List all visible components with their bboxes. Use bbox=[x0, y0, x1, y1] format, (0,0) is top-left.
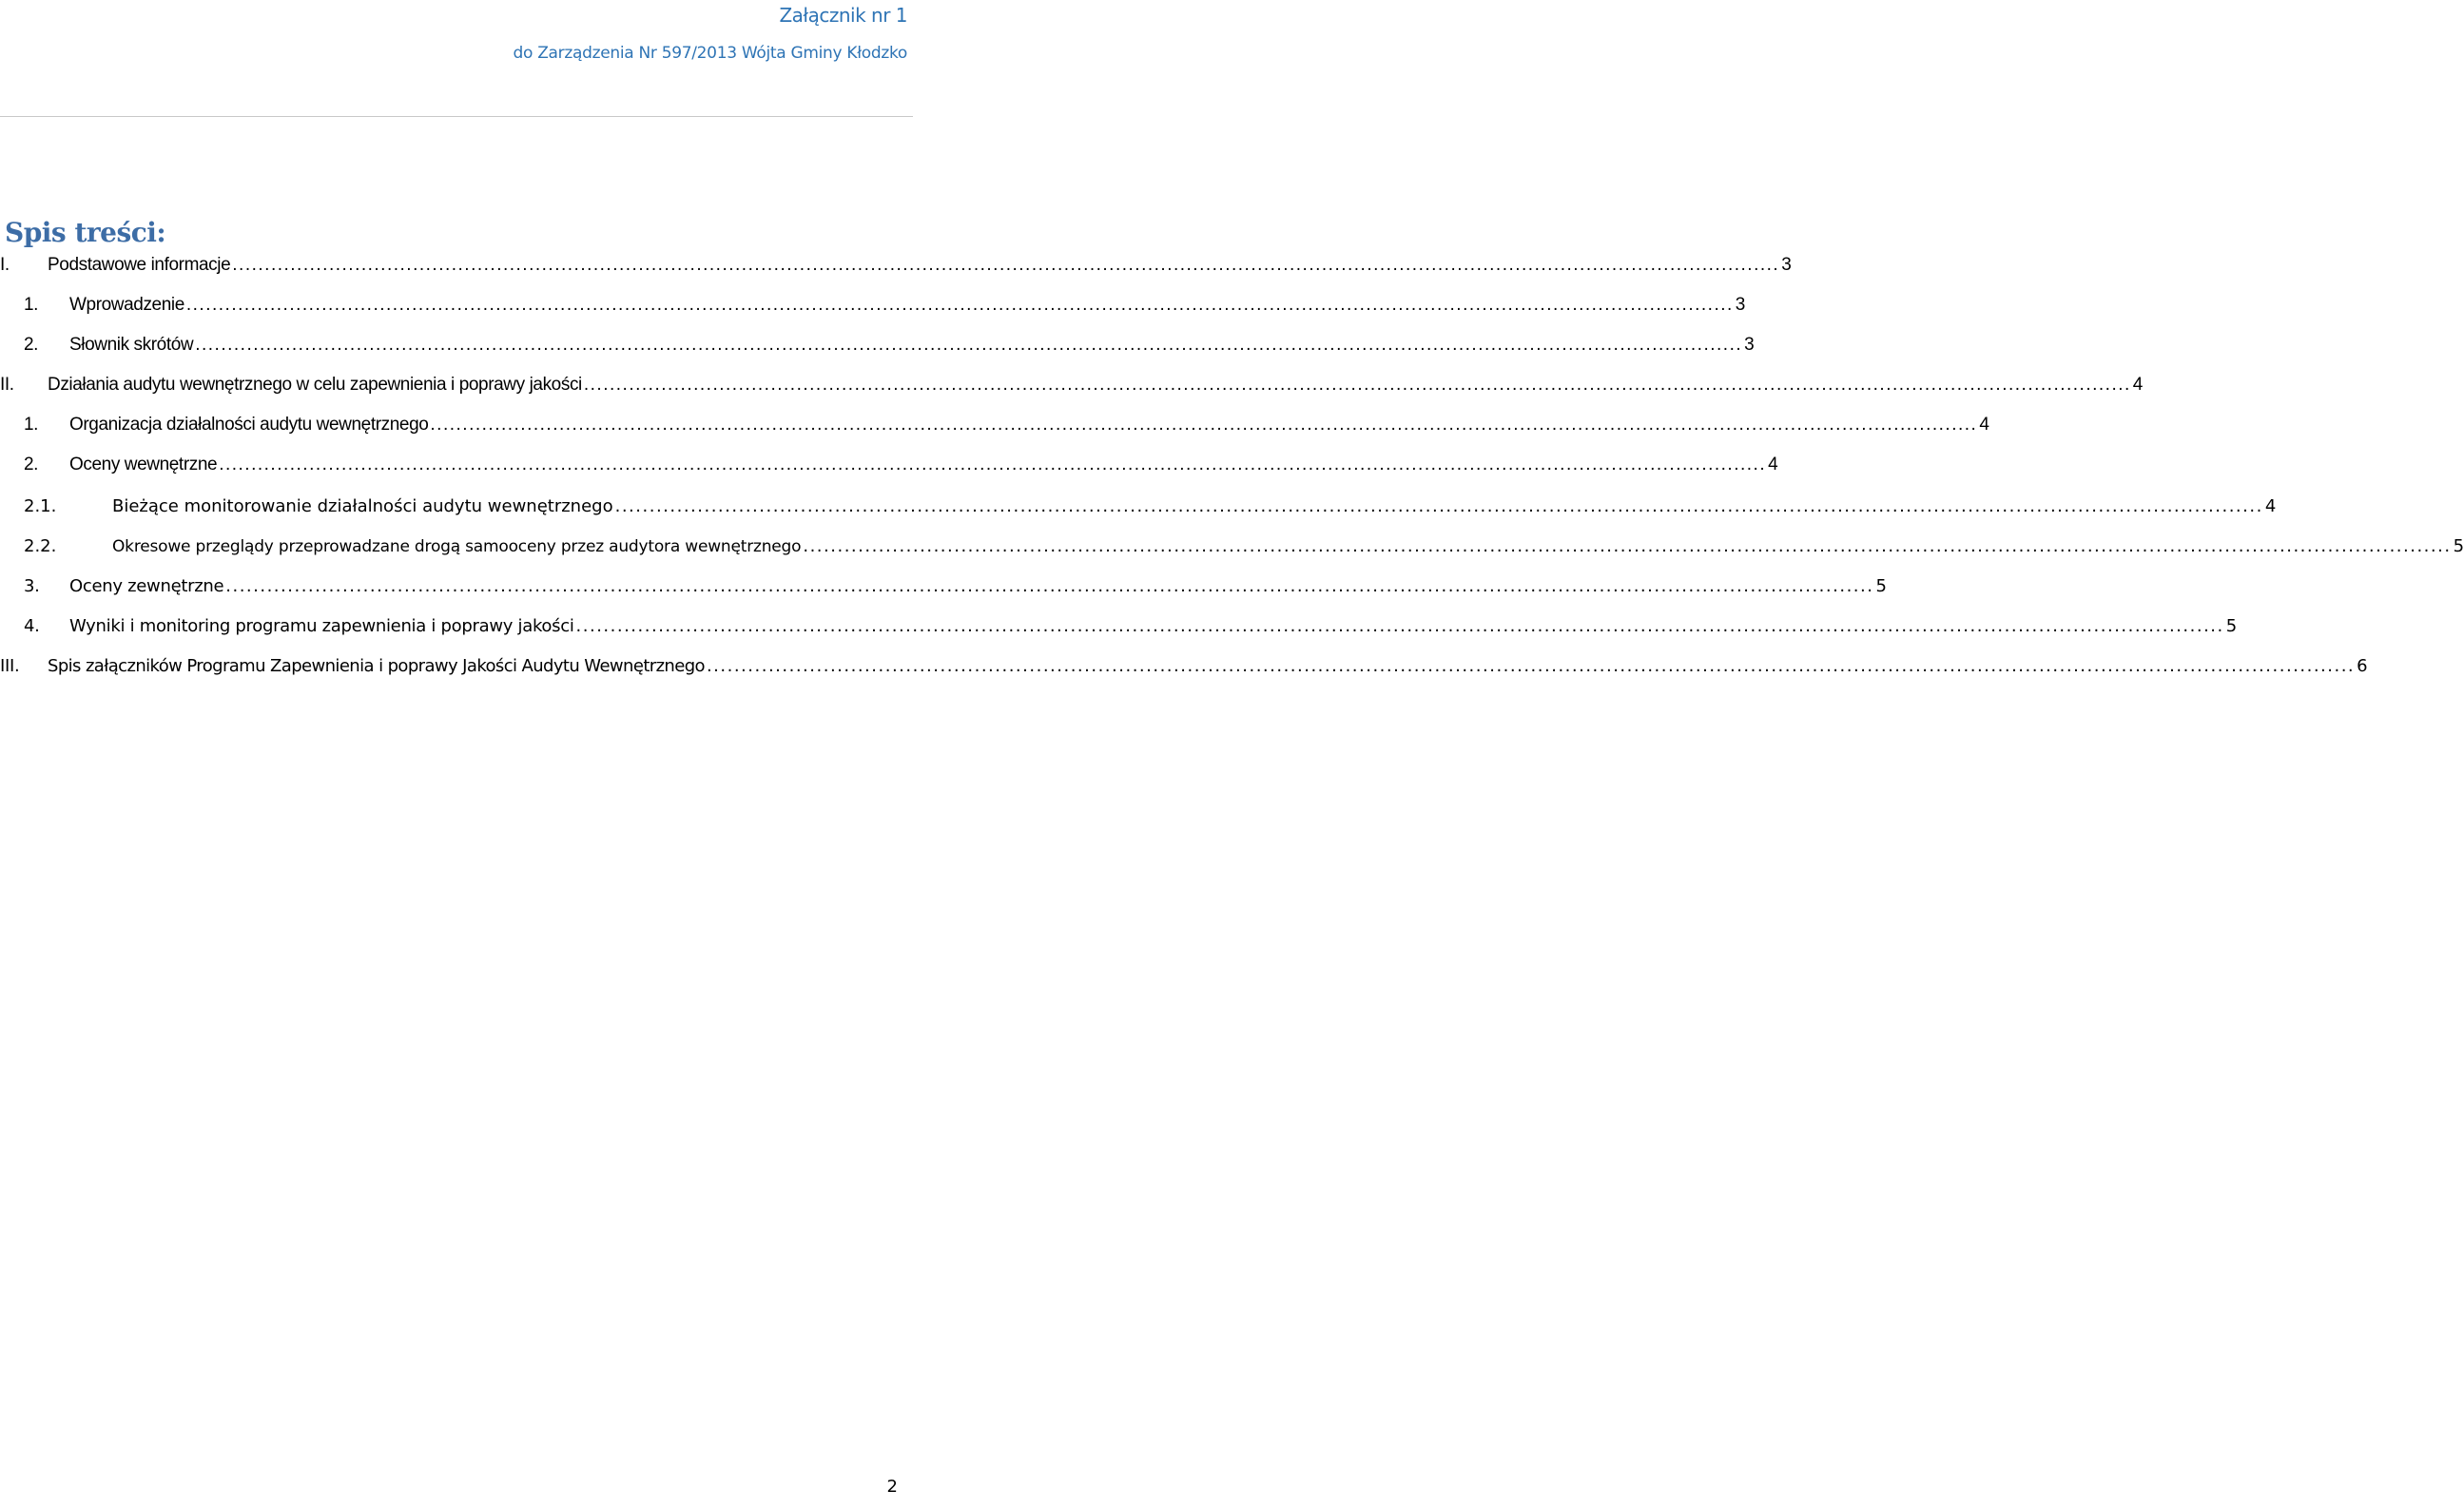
toc-entry-page: 4 bbox=[1768, 455, 1778, 474]
toc-entry-number: 1. bbox=[24, 415, 39, 435]
toc-leader-dots bbox=[186, 295, 1734, 316]
toc-entry[interactable] bbox=[0, 576, 1887, 605]
toc-entry-number: 2. bbox=[24, 335, 39, 355]
toc-entry-page: 4 bbox=[2132, 375, 2143, 395]
toc-entry-number: III. bbox=[0, 656, 20, 676]
toc-entry-page: 4 bbox=[2264, 496, 2277, 516]
toc-entry-text: Oceny wewnętrzne bbox=[69, 455, 218, 474]
toc-entry-page: 4 bbox=[1979, 415, 1989, 435]
toc-entry-page: 3 bbox=[1735, 295, 1745, 315]
toc-entry-page: 3 bbox=[1781, 255, 1792, 275]
toc-entry[interactable] bbox=[0, 255, 1792, 283]
toc-entry-page: 5 bbox=[2453, 536, 2464, 556]
toc-entry[interactable] bbox=[0, 375, 2143, 403]
toc-entry[interactable] bbox=[0, 335, 1755, 363]
toc-entry-page: 3 bbox=[1744, 335, 1755, 355]
toc-entry-number: 3. bbox=[24, 576, 40, 596]
toc-entry-text: Wyniki i monitoring programu zapewnienia i poprawy jakości bbox=[69, 616, 574, 636]
toc-entry-number: 1. bbox=[24, 295, 39, 315]
toc-entry-page: 5 bbox=[2225, 616, 2237, 636]
toc-entry-text: Działania audytu wewnętrznego w celu zapewnienia i poprawy jakości bbox=[48, 375, 582, 395]
toc-entry-text: Spis załączników Programu Zapewnienia i poprawy Jakości Audytu Wewnętrznego bbox=[48, 656, 705, 676]
toc-leader-dots bbox=[219, 455, 1766, 475]
toc-entry[interactable] bbox=[0, 415, 1989, 443]
page-number: 2 bbox=[886, 1477, 898, 1497]
toc-entry[interactable] bbox=[0, 536, 2464, 565]
toc-leader-dots bbox=[195, 335, 1742, 356]
attachment-label: Załącznik nr 1 bbox=[779, 4, 907, 27]
toc-leader-dots bbox=[225, 576, 1873, 596]
toc-leader-dots bbox=[707, 656, 2355, 676]
regulation-reference: do Zarządzenia Nr 597/2013 Wójta Gminy Kłodzko bbox=[513, 44, 907, 63]
toc-entry-text: Oceny zewnętrzne bbox=[69, 576, 224, 596]
toc-entry-text: Bieżące monitorowanie działalności audytu wewnętrznego bbox=[112, 496, 613, 516]
toc-entry-text: Organizacja działalności audytu wewnętrznego bbox=[69, 415, 429, 435]
toc-entry-number: II. bbox=[0, 375, 14, 395]
toc-entry[interactable] bbox=[0, 616, 2237, 645]
toc-title: Spis treści: bbox=[5, 217, 166, 248]
toc-entry-number: 2.2. bbox=[24, 536, 57, 556]
toc-entry-number: I. bbox=[0, 255, 10, 275]
toc-entry-number: 2.1. bbox=[24, 496, 57, 516]
toc-entry-text: Okresowe przeglądy przeprowadzane drogą samooceny przez audytora wewnętrznego bbox=[112, 537, 802, 556]
toc-entry[interactable] bbox=[0, 455, 1778, 483]
toc-leader-dots bbox=[803, 536, 2451, 556]
toc-entry[interactable] bbox=[0, 496, 2277, 525]
toc-leader-dots bbox=[430, 415, 1977, 436]
page-header bbox=[0, 0, 913, 117]
toc-entry-number: 4. bbox=[24, 616, 40, 636]
toc-leader-dots bbox=[576, 616, 2224, 636]
toc-entry[interactable] bbox=[0, 295, 1745, 323]
toc-leader-dots bbox=[232, 255, 1779, 276]
toc-entry-text: Podstawowe informacje bbox=[48, 255, 231, 275]
toc-entry-number: 2. bbox=[24, 455, 39, 474]
toc-entry-page: 6 bbox=[2357, 656, 2368, 676]
toc-entry-text: Wprowadzenie bbox=[69, 295, 184, 315]
toc-entry[interactable] bbox=[0, 656, 2368, 685]
toc-leader-dots bbox=[615, 496, 2263, 516]
toc-entry-text: Słownik skrótów bbox=[69, 335, 194, 355]
toc-entry-page: 5 bbox=[1875, 576, 1887, 596]
toc-leader-dots bbox=[584, 375, 2131, 396]
